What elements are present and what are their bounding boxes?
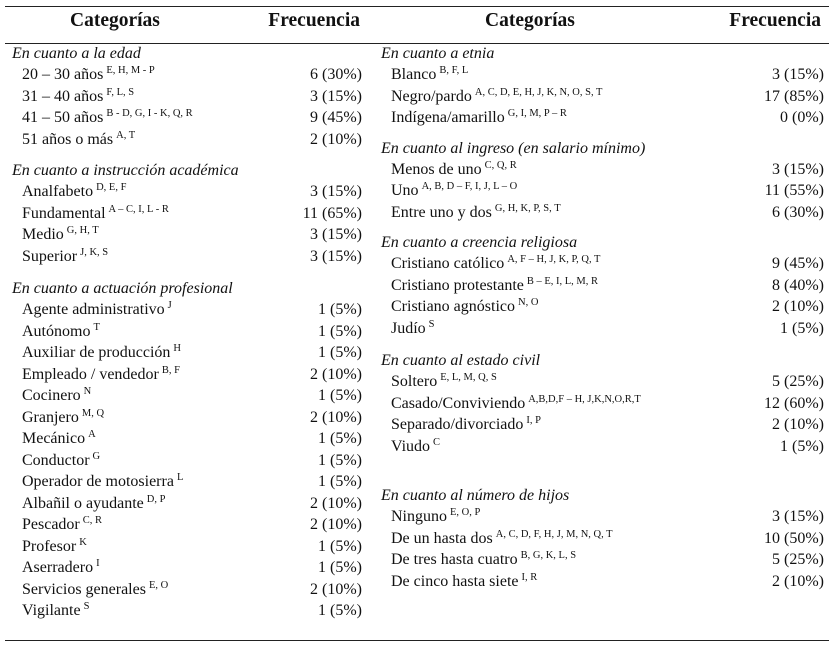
table-row bbox=[12, 450, 365, 472]
frequency-value: 9 (45%) bbox=[772, 255, 824, 272]
frequency-value: 2 (10%) bbox=[310, 130, 362, 148]
table-row bbox=[12, 64, 365, 86]
category-label bbox=[22, 129, 135, 153]
category-text: Autónomo bbox=[22, 322, 91, 340]
participant-codes: E, H, M - P bbox=[106, 65, 155, 76]
left-body bbox=[12, 43, 365, 622]
category-label bbox=[391, 296, 538, 320]
category-text: Casado/Conviviendo bbox=[391, 394, 526, 412]
table-row bbox=[12, 299, 365, 321]
participant-codes: C bbox=[433, 436, 441, 448]
table-row bbox=[12, 86, 365, 108]
participant-codes: G bbox=[92, 450, 101, 462]
participant-codes: N, O bbox=[517, 297, 539, 308]
category-text: Cocinero bbox=[22, 387, 81, 404]
category-label bbox=[391, 571, 537, 595]
participant-codes: A, F – H, J, K, P, Q, T bbox=[507, 254, 601, 265]
category-label bbox=[22, 579, 168, 603]
frequency-value: 3 (15%) bbox=[772, 66, 824, 83]
category-label bbox=[22, 342, 181, 366]
table-row bbox=[381, 180, 825, 202]
left-header-frequency: Frecuencia bbox=[268, 10, 360, 31]
category-label bbox=[391, 107, 567, 131]
category-label bbox=[22, 86, 134, 110]
table-row bbox=[381, 506, 825, 528]
section bbox=[381, 43, 825, 129]
category-text: De un hasta dos bbox=[391, 529, 493, 547]
frequency-value: 3 (15%) bbox=[772, 160, 824, 178]
category-text: Cristiano protestante bbox=[391, 276, 524, 294]
section-title: En cuanto a la edad bbox=[12, 45, 141, 62]
category-label bbox=[22, 321, 100, 345]
category-label bbox=[391, 528, 613, 552]
category-label bbox=[391, 414, 541, 438]
table-row bbox=[381, 371, 825, 393]
frequency-value: 1 (5%) bbox=[318, 322, 362, 340]
section bbox=[381, 138, 825, 224]
right-column bbox=[381, 0, 825, 592]
frequency-value: 5 (25%) bbox=[772, 373, 824, 390]
section bbox=[12, 43, 365, 150]
section bbox=[12, 278, 365, 622]
frequency-value: 6 (30%) bbox=[310, 66, 362, 83]
category-label bbox=[22, 64, 155, 88]
frequency-value: 2 (10%) bbox=[310, 365, 362, 383]
table-row bbox=[381, 436, 825, 458]
category-text: Aserradero bbox=[22, 559, 94, 576]
category-text: Ninguno bbox=[391, 508, 447, 525]
category-text: Albañil o ayudante bbox=[22, 494, 144, 512]
table-row bbox=[381, 202, 825, 224]
participant-codes: T bbox=[93, 321, 100, 333]
participant-codes: G, H, T bbox=[66, 225, 99, 236]
left-header bbox=[12, 0, 365, 43]
category-text: Pescador bbox=[22, 516, 80, 533]
category-label bbox=[391, 64, 468, 88]
category-label bbox=[22, 364, 180, 388]
frequency-value: 2 (10%) bbox=[310, 580, 362, 598]
category-text: 31 – 40 años bbox=[22, 87, 104, 105]
participant-codes: I, P bbox=[526, 415, 541, 426]
category-text: Viudo bbox=[391, 437, 431, 455]
table-row bbox=[381, 528, 825, 550]
participant-codes: A, B, D – F, I, J, L – O bbox=[421, 181, 518, 192]
category-text: Cristiano agnóstico bbox=[391, 298, 515, 315]
category-text: Servicios generales bbox=[22, 580, 146, 598]
participant-codes: I bbox=[96, 558, 100, 569]
category-label bbox=[22, 600, 89, 624]
participant-codes: G, I, M, P – R bbox=[507, 108, 567, 119]
participant-codes: A, T bbox=[116, 129, 136, 141]
category-label bbox=[391, 393, 641, 417]
frequency-value: 1 (5%) bbox=[318, 559, 362, 576]
category-text: Blanco bbox=[391, 66, 437, 83]
category-label bbox=[391, 506, 480, 530]
table-row bbox=[381, 64, 825, 86]
category-label bbox=[22, 203, 169, 227]
category-text: 20 – 30 años bbox=[22, 66, 104, 83]
left-column bbox=[12, 0, 365, 622]
category-label bbox=[391, 253, 600, 277]
category-text: Conductor bbox=[22, 451, 90, 469]
category-text: Fundamental bbox=[22, 204, 106, 222]
table-row bbox=[12, 181, 365, 203]
frequency-value: 2 (10%) bbox=[310, 516, 362, 533]
frequency-value: 1 (5%) bbox=[318, 301, 362, 318]
category-label bbox=[22, 299, 172, 323]
participant-codes: S bbox=[83, 601, 90, 612]
section bbox=[381, 485, 825, 592]
frequency-value: 1 (5%) bbox=[318, 430, 362, 447]
participant-codes: J, K, S bbox=[80, 246, 109, 258]
participant-codes: B - D, G, I - K, Q, R bbox=[106, 108, 193, 119]
table-row bbox=[12, 129, 365, 151]
participant-codes: A,B,D,F – H, J,K,N,O,R,T bbox=[528, 393, 641, 405]
table-row bbox=[12, 385, 365, 407]
section-title: En cuanto a creencia religiosa bbox=[381, 234, 578, 251]
category-label bbox=[22, 450, 100, 474]
category-label bbox=[391, 202, 561, 226]
participant-codes: S bbox=[428, 318, 435, 330]
table-row bbox=[12, 536, 365, 558]
frequency-value: 2 (10%) bbox=[772, 416, 824, 433]
table-row bbox=[12, 600, 365, 622]
participant-codes: D, E, F bbox=[96, 182, 127, 193]
category-text: Menos de uno bbox=[391, 160, 482, 178]
section bbox=[381, 232, 825, 339]
right-header-frequency: Frecuencia bbox=[729, 10, 821, 31]
frequency-value: 1 (5%) bbox=[318, 473, 362, 490]
participant-codes: B, G, K, L, S bbox=[520, 550, 577, 561]
category-text: De tres hasta cuatro bbox=[391, 551, 518, 568]
participant-codes: M, Q bbox=[81, 407, 105, 419]
category-text: Empleado / vendedor bbox=[22, 365, 159, 383]
bottom-rule bbox=[5, 640, 829, 641]
frequency-value: 3 (15%) bbox=[310, 87, 362, 105]
participant-codes: G, H, K, P, S, T bbox=[494, 202, 561, 214]
category-text: Entre uno y dos bbox=[391, 203, 492, 221]
table-row bbox=[381, 393, 825, 415]
table-row bbox=[12, 428, 365, 450]
category-label bbox=[22, 385, 91, 409]
frequency-value: 1 (5%) bbox=[780, 437, 824, 455]
category-text: Negro/pardo bbox=[391, 87, 472, 105]
category-text: Separado/divorciado bbox=[391, 416, 524, 433]
category-label bbox=[22, 536, 87, 560]
category-text: Profesor bbox=[22, 537, 77, 555]
table-row bbox=[12, 471, 365, 493]
frequency-value: 10 (50%) bbox=[764, 529, 824, 547]
frequency-value: 8 (40%) bbox=[772, 276, 824, 294]
table-row bbox=[12, 364, 365, 386]
section-title: En cuanto a etnia bbox=[381, 45, 495, 62]
participant-codes: J bbox=[167, 300, 172, 311]
participant-codes: C, R bbox=[82, 515, 103, 526]
frequency-value: 2 (10%) bbox=[772, 298, 824, 315]
table-row bbox=[12, 514, 365, 536]
frequency-value: 6 (30%) bbox=[772, 203, 824, 221]
right-body bbox=[381, 43, 825, 592]
frequency-value: 3 (15%) bbox=[310, 183, 362, 200]
frequency-value: 2 (10%) bbox=[310, 408, 362, 426]
category-text: De cinco hasta siete bbox=[391, 572, 519, 590]
category-label bbox=[391, 159, 517, 183]
participant-codes: B – E, I, L, M, R bbox=[526, 275, 599, 287]
participant-codes: C, Q, R bbox=[484, 159, 517, 171]
section bbox=[12, 160, 365, 267]
table-row bbox=[381, 414, 825, 436]
category-label bbox=[22, 107, 193, 131]
category-text: Mecánico bbox=[22, 430, 86, 447]
section-title: En cuanto al ingreso (en salario mínimo) bbox=[381, 139, 646, 157]
category-label bbox=[22, 471, 183, 495]
category-text: Superior bbox=[22, 247, 78, 265]
section-title: En cuanto al estado civil bbox=[381, 352, 541, 369]
table-row bbox=[12, 407, 365, 429]
participant-codes: F, L, S bbox=[106, 86, 135, 98]
participant-codes: A, C, D, E, H, J, K, N, O, S, T bbox=[474, 86, 603, 98]
category-text: Soltero bbox=[391, 373, 438, 390]
participant-codes: B, F bbox=[161, 364, 180, 376]
participant-codes: A bbox=[88, 429, 96, 440]
frequency-value: 2 (10%) bbox=[772, 572, 824, 590]
category-label bbox=[22, 493, 165, 517]
section-gap bbox=[381, 457, 825, 485]
frequency-value: 3 (15%) bbox=[772, 508, 824, 525]
category-label bbox=[391, 318, 435, 342]
frequency-value: 9 (45%) bbox=[310, 109, 362, 126]
section bbox=[381, 350, 825, 457]
participant-codes: A – C, I, L - R bbox=[108, 203, 169, 215]
category-label bbox=[22, 428, 96, 452]
section-title: En cuanto a instrucción académica bbox=[12, 162, 239, 179]
category-label bbox=[391, 86, 602, 110]
participant-codes: D, P bbox=[146, 493, 166, 505]
category-label bbox=[22, 514, 102, 538]
category-text: Uno bbox=[391, 182, 419, 199]
frequency-value: 1 (5%) bbox=[318, 344, 362, 361]
table-row bbox=[12, 246, 365, 268]
left-header-category: Categorías bbox=[70, 10, 160, 31]
category-label bbox=[22, 181, 126, 205]
category-text: Vigilante bbox=[22, 602, 81, 619]
right-header bbox=[381, 0, 825, 43]
category-label bbox=[22, 557, 100, 581]
section-title: En cuanto a actuación profesional bbox=[12, 280, 233, 297]
category-label bbox=[391, 180, 517, 204]
frequency-value: 1 (5%) bbox=[318, 537, 362, 555]
frequency-value: 17 (85%) bbox=[764, 87, 824, 105]
frequency-value: 3 (15%) bbox=[310, 247, 362, 265]
frequency-value: 12 (60%) bbox=[764, 394, 824, 412]
table-row bbox=[12, 203, 365, 225]
frequency-value: 1 (5%) bbox=[318, 602, 362, 619]
participant-codes: I, R bbox=[521, 571, 538, 583]
participant-codes: H bbox=[173, 343, 181, 354]
category-label bbox=[22, 407, 104, 431]
table-row bbox=[381, 275, 825, 297]
participant-codes: E, O, P bbox=[450, 507, 481, 518]
section-gap bbox=[381, 339, 825, 350]
category-text: 41 – 50 años bbox=[22, 109, 104, 126]
category-text: Auxiliar de producción bbox=[22, 344, 171, 361]
participant-codes: K bbox=[79, 536, 87, 548]
frequency-value: 1 (5%) bbox=[318, 451, 362, 469]
frequency-value: 3 (15%) bbox=[310, 226, 362, 243]
right-header-category: Categorías bbox=[485, 10, 575, 31]
category-text: Granjero bbox=[22, 408, 79, 426]
participant-codes: A, C, D, F, H, J, M, N, Q, T bbox=[495, 528, 613, 540]
category-text: Medio bbox=[22, 226, 64, 243]
frequency-value: 5 (25%) bbox=[772, 551, 824, 568]
frequency-value: 2 (10%) bbox=[310, 494, 362, 512]
category-text: Agente administrativo bbox=[22, 301, 165, 318]
category-text: 51 años o más bbox=[22, 130, 114, 148]
frequency-value: 0 (0%) bbox=[780, 109, 824, 126]
category-label bbox=[391, 436, 440, 460]
category-label bbox=[22, 224, 99, 248]
table-row bbox=[12, 579, 365, 601]
table-row bbox=[12, 342, 365, 364]
table-row bbox=[381, 318, 825, 340]
category-text: Indígena/amarillo bbox=[391, 109, 505, 126]
frequency-value: 11 (65%) bbox=[302, 204, 362, 222]
table-row bbox=[381, 549, 825, 571]
category-text: Operador de motosierra bbox=[22, 473, 174, 490]
frequency-value: 1 (5%) bbox=[780, 319, 824, 337]
table-row bbox=[381, 253, 825, 275]
frequency-value: 11 (55%) bbox=[764, 182, 824, 199]
section-title: En cuanto al número de hijos bbox=[381, 487, 570, 504]
table-row bbox=[381, 107, 825, 129]
category-label bbox=[391, 275, 598, 299]
table-row bbox=[381, 296, 825, 318]
table-row bbox=[12, 107, 365, 129]
table-row bbox=[381, 571, 825, 593]
category-text: Judío bbox=[391, 319, 426, 337]
table-row bbox=[381, 86, 825, 108]
participant-codes: B, F, L bbox=[439, 65, 469, 76]
category-text: Cristiano católico bbox=[391, 255, 505, 272]
participant-codes: E, O bbox=[148, 579, 169, 591]
category-label bbox=[391, 371, 497, 395]
participant-codes: N bbox=[83, 386, 92, 397]
table-row bbox=[12, 224, 365, 246]
participant-codes: L bbox=[176, 472, 184, 483]
frequency-value: 1 (5%) bbox=[318, 387, 362, 404]
category-label bbox=[391, 549, 576, 573]
table-row bbox=[381, 159, 825, 181]
table-row bbox=[12, 493, 365, 515]
category-text: Analfabeto bbox=[22, 183, 94, 200]
category-label bbox=[22, 246, 108, 270]
table-row bbox=[12, 321, 365, 343]
table-row bbox=[12, 557, 365, 579]
participant-codes: E, L, M, Q, S bbox=[440, 372, 497, 383]
